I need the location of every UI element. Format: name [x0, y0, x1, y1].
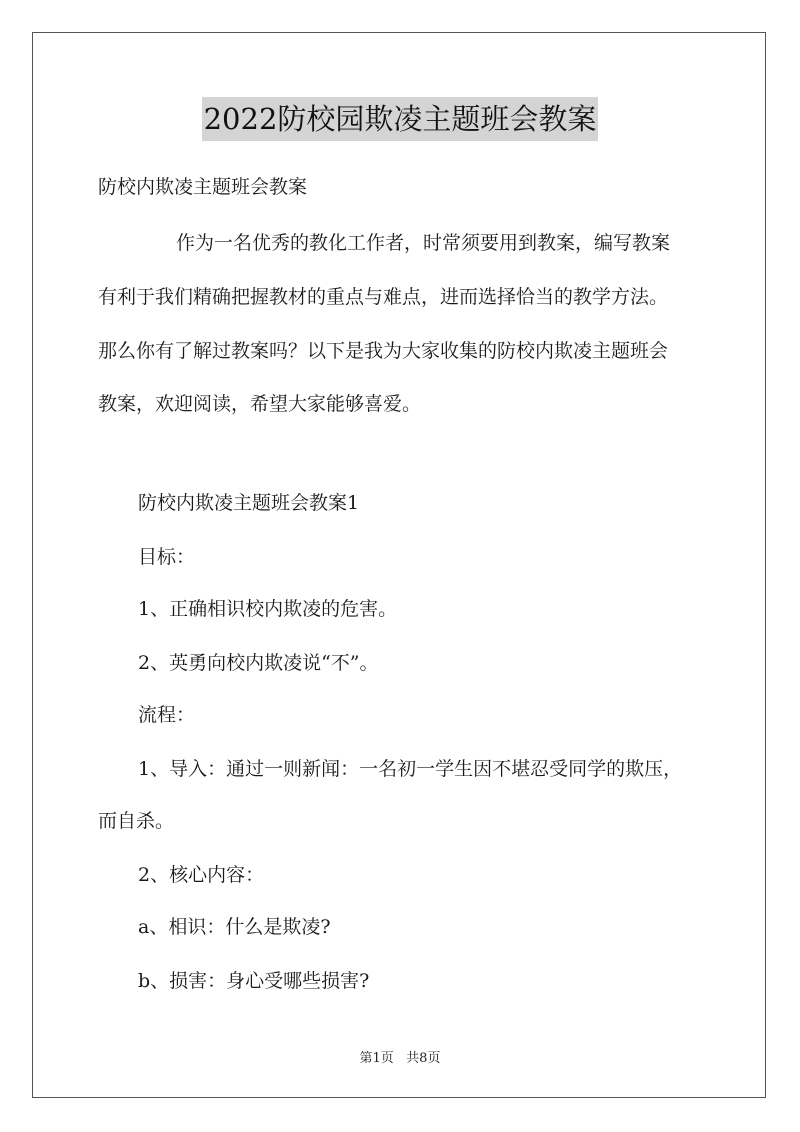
process-line-4: a、相识：什么是欺凌? — [138, 916, 331, 938]
subtitle: 防校内欺凌主题班会教案 — [98, 176, 308, 198]
process-line-1: 1、导入：通过一则新闻：一名初一学生因不堪忍受同学的欺压， — [138, 758, 683, 780]
goal-label: 目标： — [138, 546, 196, 568]
goal-item-1: 1、正确相识校内欺凌的危害。 — [138, 598, 398, 620]
process-label: 流程： — [138, 704, 196, 726]
process-line-5: b、损害：身心受哪些损害? — [138, 970, 370, 992]
intro-line-4: 教案，欢迎阅读，希望大家能够喜爱。 — [98, 393, 422, 415]
section-heading: 防校内欺凌主题班会教案1 — [138, 492, 360, 514]
page-footer: 第1页 共8页 — [359, 1051, 441, 1066]
process-line-2: 而自杀。 — [98, 810, 175, 832]
document-title: 2022防校园欺凌主题班会教案 — [202, 97, 599, 141]
goal-item-2: 2、英勇向校内欺凌说“不”。 — [138, 652, 379, 674]
title-wrap — [0, 97, 800, 141]
process-line-3: 2、核心内容： — [138, 864, 265, 886]
intro-line-3: 那么你有了解过教案吗？以下是我为大家收集的防校内欺凌主题班会 — [98, 340, 669, 362]
intro-line-1: 作为一名优秀的教化工作者，时常须要用到教案，编写教案 — [176, 232, 671, 254]
intro-line-2: 有利于我们精确把握教材的重点与难点，进而选择恰当的教学方法。 — [98, 286, 669, 308]
